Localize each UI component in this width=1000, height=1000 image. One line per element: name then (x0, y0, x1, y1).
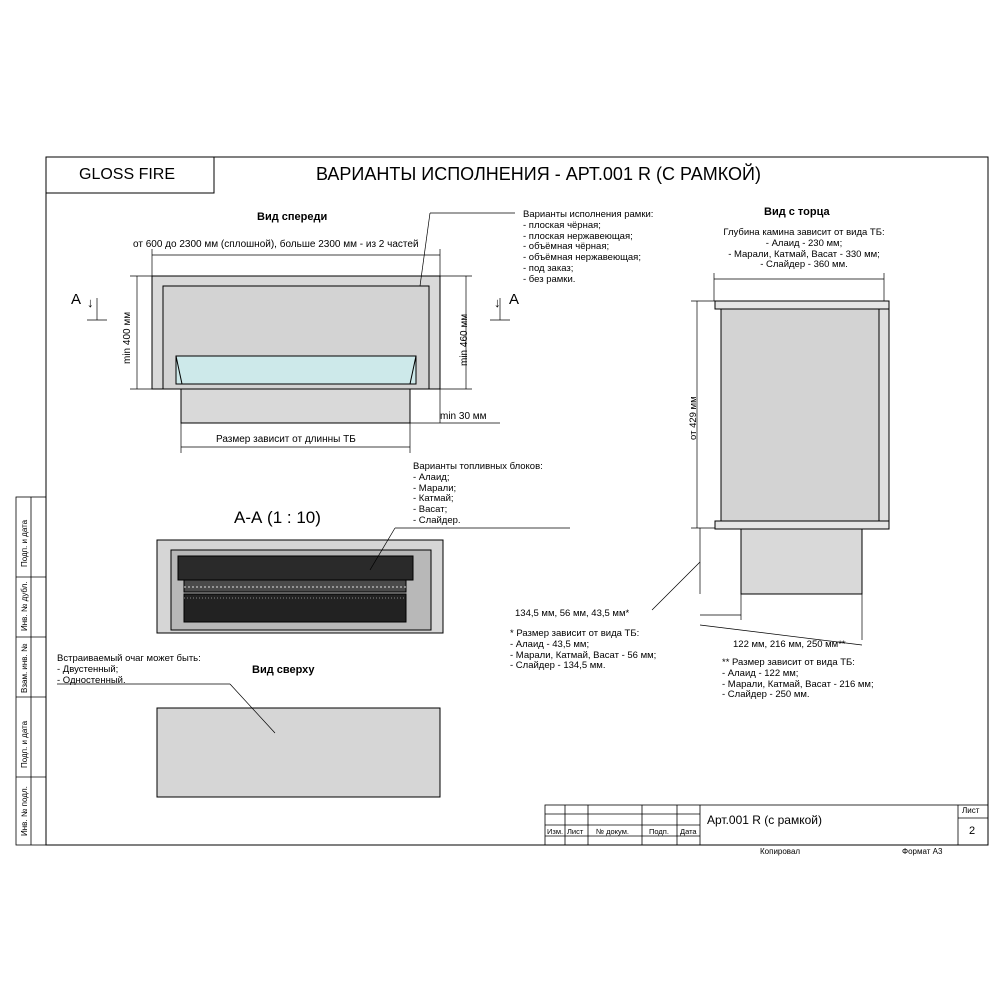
fuel-variant-item: - Катмай; (413, 493, 454, 505)
section-drawing (157, 540, 443, 633)
side-height-dim: от 429 мм (688, 396, 699, 440)
frame-variant-item: - под заказ; (523, 262, 574, 274)
title-block-copied: Копировал (760, 847, 801, 856)
front-min-offset-dim: min 30 мм (440, 411, 487, 422)
fuel-variant-item: - Слайдер. (413, 514, 461, 526)
frame-variants-heading: Варианты исполнения рамки: (523, 209, 654, 220)
fuel-variant-item: - Марали; (413, 482, 457, 494)
section-offset-dim: 134,5 мм, 56 мм, 43,5 мм* (515, 608, 630, 619)
title-block-sheet-no: 2 (969, 825, 976, 837)
wall-variant-item: - Двустенный; (57, 663, 119, 675)
brand-label: GLOSS FIRE (79, 166, 176, 183)
side-note-item: - Марали, Катмай, Васат - 216 мм; (722, 678, 874, 690)
front-view-title: Вид спереди (257, 211, 328, 223)
side-note-item: - Алаид - 122 мм; (722, 667, 799, 679)
wall-variants-heading: Встраиваемый очаг может быть: (57, 653, 201, 664)
side-stamp-label: Подп. и дата (20, 519, 29, 567)
section-title: А-А (1 : 10) (234, 508, 321, 527)
section-note-item: - Марали, Катмай, Васат - 56 мм; (510, 649, 657, 661)
section-note (510, 629, 656, 672)
fuel-variants (413, 462, 543, 527)
fuel-variants-heading: Варианты топливных блоков: (413, 461, 543, 472)
front-bottom-dim: Размер зависит от длинны ТБ (216, 434, 356, 445)
frame-variants (523, 210, 653, 286)
title-block-col: Подп. (649, 827, 669, 836)
top-view-drawing (157, 708, 440, 797)
side-stamp-label: Инв. № дубл. (20, 581, 29, 631)
section-note-heading: * Размер зависит от вида ТБ: (510, 628, 640, 639)
front-view-drawing (152, 276, 440, 423)
arrow-down-left-icon: ↓ (87, 295, 94, 310)
side-depth-item: - Марали, Катмай, Васат - 330 мм; (728, 248, 880, 260)
side-view-title: Вид с торца (764, 206, 830, 218)
top-view-title: Вид сверху (252, 664, 315, 676)
title-block-col: Изм. (547, 827, 564, 836)
side-note (722, 658, 874, 701)
wall-variant-item: - Одностенный. (57, 674, 126, 686)
front-right-height-dim: min 460 мм (459, 313, 470, 366)
page-title: ВАРИАНТЫ ИСПОЛНЕНИЯ - АРТ.001 R (С РАМКОЙ) (316, 164, 761, 184)
frame-variant-item: - объёмная нержавеющая; (523, 252, 641, 264)
title-block-sheet-label: Лист (962, 806, 980, 815)
frame-variant-item: - объёмная чёрная; (523, 241, 610, 253)
frame-variant-item: - плоская нержавеющая; (523, 230, 633, 242)
side-depth-item: - Алаид - 230 мм; (765, 237, 843, 249)
side-stamp-label: Подп. и дата (20, 720, 29, 768)
side-stamp-label: Инв. № подл. (20, 786, 29, 836)
section-mark-left: A (71, 291, 82, 308)
title-block-col: Дата (680, 827, 697, 836)
title-block-format: Формат А3 (902, 847, 943, 856)
side-note-item: - Слайдер - 250 мм. (722, 689, 810, 701)
front-width-dim: от 600 до 2300 мм (сплошной), больше 2300 мм - из 2 частей (133, 239, 419, 250)
title-block-col: Лист (567, 827, 584, 836)
side-depth-note (704, 228, 904, 271)
side-depth-item: - Слайдер - 360 мм. (760, 259, 848, 271)
title-block-name: Арт.001 R (с рамкой) (707, 813, 822, 827)
side-view-drawing (715, 301, 889, 594)
side-depth-heading: Глубина камина зависит от вида ТБ: (723, 227, 885, 238)
wall-variants (57, 654, 201, 686)
fuel-variant-item: - Васат; (413, 504, 448, 516)
side-stamp-label: Взам. инв. № (20, 643, 29, 693)
side-bottom-dim: 122 мм, 216 мм, 250 мм** (733, 639, 846, 650)
section-note-item: - Алаид - 43,5 мм; (510, 638, 590, 650)
section-mark-right: A (509, 291, 520, 308)
title-block-col: № докум. (596, 827, 629, 836)
front-left-height-dim: min 400 мм (122, 311, 133, 364)
side-note-heading: ** Размер зависит от вида ТБ: (722, 657, 855, 668)
frame-variant-item: - плоская чёрная; (523, 219, 601, 231)
arrow-down-right-icon: ↓ (494, 295, 501, 310)
section-note-item: - Слайдер - 134,5 мм. (510, 660, 606, 672)
fuel-variant-item: - Алаид; (413, 471, 450, 483)
frame-variant-item: - без рамки. (523, 273, 576, 285)
